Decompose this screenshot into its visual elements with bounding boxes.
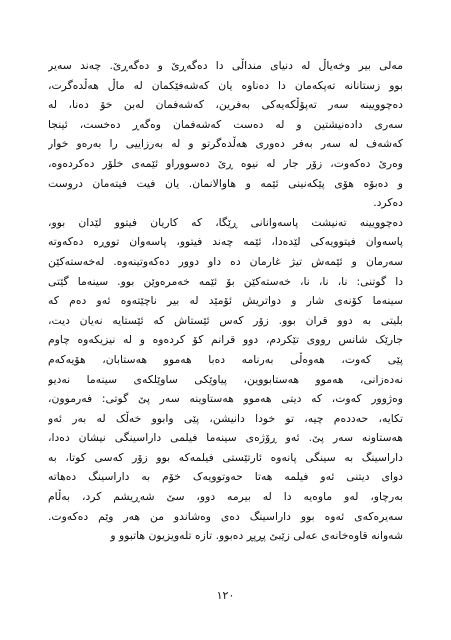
text-line: نەدەزانی، هەموو هەستابووین، پیاوێکی ساوێلکەی سینەما نەدیو (48, 372, 403, 386)
text-line: دەچوویینە تەنیشت پاسەوانانی ڕێگا، کە کاریان فیتوو لێدان بوو، (48, 215, 403, 229)
text-line: و دەبۆە هۆی پێکەنینی ئێمە و هاوالانمان. یان فیت فیتەمان دروست (48, 176, 403, 190)
page-number: ١٢٠ (216, 589, 235, 602)
text-line: دا گوتنی: نا، نا، نا، خەستەکێن بۆ ئێمە خەمرەوێن بوو. سینەما گێتی (48, 274, 403, 288)
text-line: بوو زستانانە تەپکەمان دا دەناوە یان کەشەفێکمان لە ماڵ هەڵدەگرت، (48, 78, 403, 92)
text-line: وەرێ دەکەوت، زۆر جار لە نیوە ڕێ دەسووراو ئێمەی خلۆر دەکردەوە، (48, 156, 403, 170)
text-line: دوای دیتنی ئەو فیلمە هەتا حەوتوویەک خۆم بە داراسینگ دەهاتە (48, 470, 403, 484)
text-line: کەشەف لە سەر بەفر دەوری هەڵدەگرتو و لە بەرزاییی را بەرەو خوار (48, 137, 403, 151)
text-line: سینەما کۆنەی شار و دواتریش ئۆمێد لە بیر ناچێتەوە ئەو دەم کە (48, 294, 403, 308)
body-text (48, 56, 403, 546)
text-line: تکایە، حەددەم چیە، تو خودا دانیشن، پێی وابوو خەڵک لە بەر ئەو (48, 411, 403, 425)
text-line: جارێک شانس رووی تێکردم، دوو قرانم کۆ کردەوە و لە نیزیکەوە چاوم (48, 333, 403, 347)
text-line: پاسەوان فیتوویەکی لێدەدا، ئێمە چەند فیتوو، پاسەوان تووڕە دەکەوتە (48, 235, 403, 249)
paragraph (48, 56, 403, 213)
text-line: سەری دادەنیشتین و لە دەست کەشەفمان وەگەڕ دەخست، ئینجا (48, 117, 403, 131)
text-line: سەیرەکەی ئەوە بوو داراسینگ دەی وەشاندو من هەر وێم دەکەوت. (48, 509, 403, 523)
text-line: وەژوور کەوت، کە دیتی هەموو هەستاوینە سەر پێ گوتی: فەرموون، (48, 392, 403, 406)
text-line: پێی کەوت، هەوەڵی بەرنامە دەبا هەموو هەستابان، هۆیەکەم (48, 352, 403, 366)
text-line: داراسینگ بە سینگی پانەوە ئارتێستی فیلمەکە بوو زۆر کەسی کوتا، بە (48, 450, 403, 464)
text-line: سەرمان و ئێمەش تیژ غارمان دە داو دوور دەکەوتینەوە. لەخەستەکێن (48, 254, 403, 268)
paragraph (48, 213, 403, 546)
text-line: دەچوویینە سەر تەپۆڵکەیەکی بەفرین، کەشەفمان لەبن خۆ دەنا، لە (48, 98, 403, 112)
text-line: هەستاونە سەر پێ. ئەو ڕۆژەی سینەما فیلمی داراسینگی نیشان دەدا، (48, 431, 403, 445)
text-line: بلیتی بە دوو قران بوو. زۆر کەس ئێستاش کە ئێستایە نەیان دیت، (48, 313, 403, 327)
text-line: دەکرد. (373, 196, 403, 210)
text-line: مەلی بیر وخەیاڵ لە دنیای منداڵی دا دەگەڕێ و دەگەڕێ. چەند سەیر (48, 59, 403, 72)
text-line: شەوانە قاوەخانەی عەلی زێبێ پڕپڕ دەبوو. تازە تلەویزیون هاتبوو و (110, 529, 403, 543)
text-line: بەرچاو، لەو ماوەیە دا لە بیرمە دوو، سێ شەڕیشم کرد، بەڵام (48, 490, 403, 504)
